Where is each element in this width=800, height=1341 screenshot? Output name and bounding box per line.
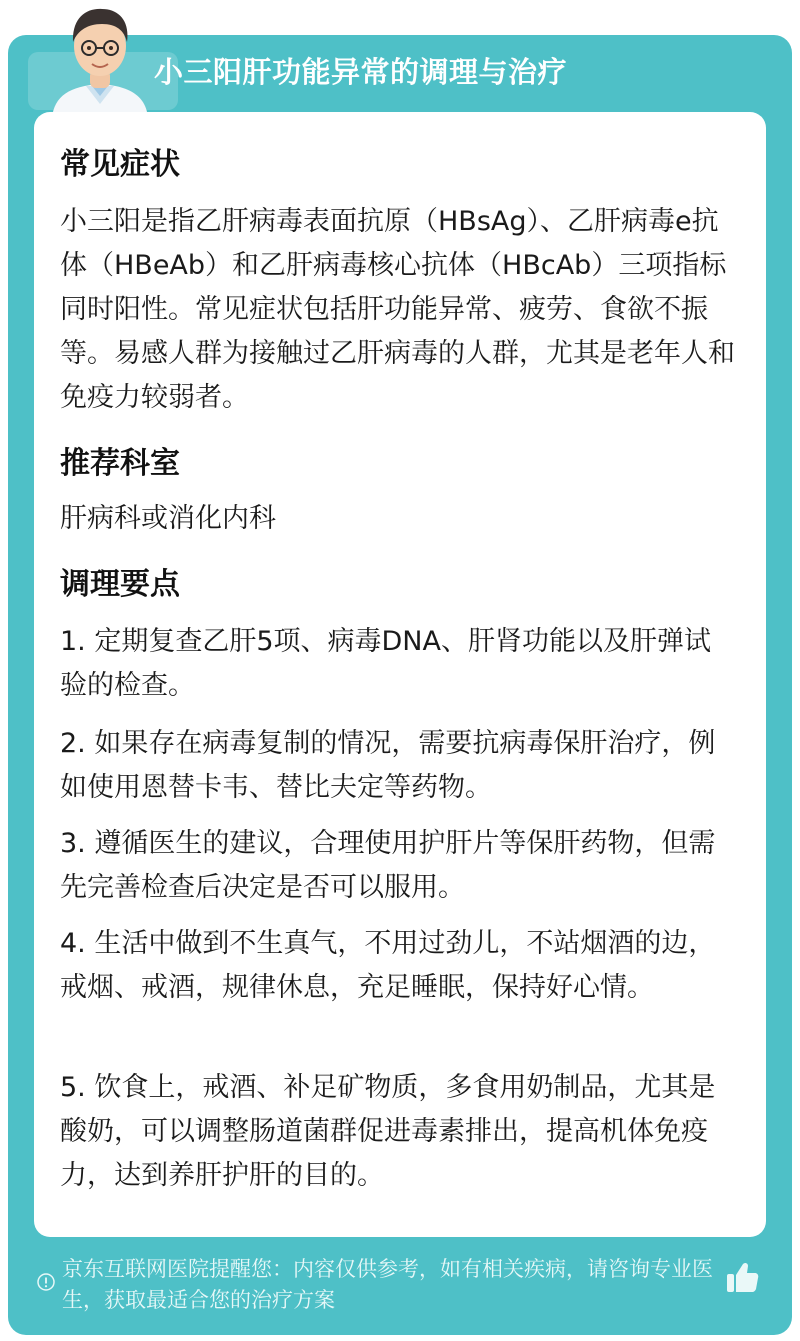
info-icon: [37, 1273, 55, 1291]
section-title-care: 调理要点: [60, 567, 180, 602]
page-title: 小三阳肝功能异常的调理与治疗: [154, 55, 568, 89]
care-item-3: 3. 遵循医生的建议，合理使用护肝片等保肝药物，但需先完善检查后决定是否可以服用。: [60, 828, 716, 903]
care-item-2: 2. 如果存在病毒复制的情况，需要抗病毒保肝治疗，例如使用恩替卡韦、替比夫定等药物。: [60, 728, 716, 803]
doctor-avatar: [40, 0, 160, 118]
thumbs-up-icon[interactable]: [724, 1259, 760, 1295]
care-item-1: 1. 定期复查乙肝5项、病毒DNA、肝肾功能以及肝弹试验的检查。: [60, 626, 711, 701]
footer-disclaimer: 京东互联网医院提醒您：内容仅供参考，如有相关疾病，请咨询专业医生，获取最适合您的治疗方案: [62, 1257, 713, 1312]
department-text: 肝病科或消化内科: [60, 503, 276, 534]
symptoms-text: 小三阳是指乙肝病毒表面抗原（HBsAg）、乙肝病毒e抗体（HBeAb）和乙肝病毒核心抗体（HBcAb）三项指标同时阳性。常见症状包括肝功能异常、疲劳、食欲不振等。易感人群为接触过乙肝病毒的人群，尤其是老年人和免疫力较弱者。: [60, 206, 735, 413]
section-title-department: 推荐科室: [60, 446, 180, 481]
section-title-symptoms: 常见症状: [60, 147, 180, 182]
care-item-5: 5. 饮食上，戒酒、补足矿物质，多食用奶制品，尤其是酸奶，可以调整肠道菌群促进毒素排出，提高机体免疫力，达到养肝护肝的目的。: [60, 1072, 716, 1191]
care-item-4: 4. 生活中做到不生真气，不用过劲儿，不站烟酒的边，戒烟、戒酒，规律休息，充足睡眠，保持好心情。: [60, 928, 716, 1003]
